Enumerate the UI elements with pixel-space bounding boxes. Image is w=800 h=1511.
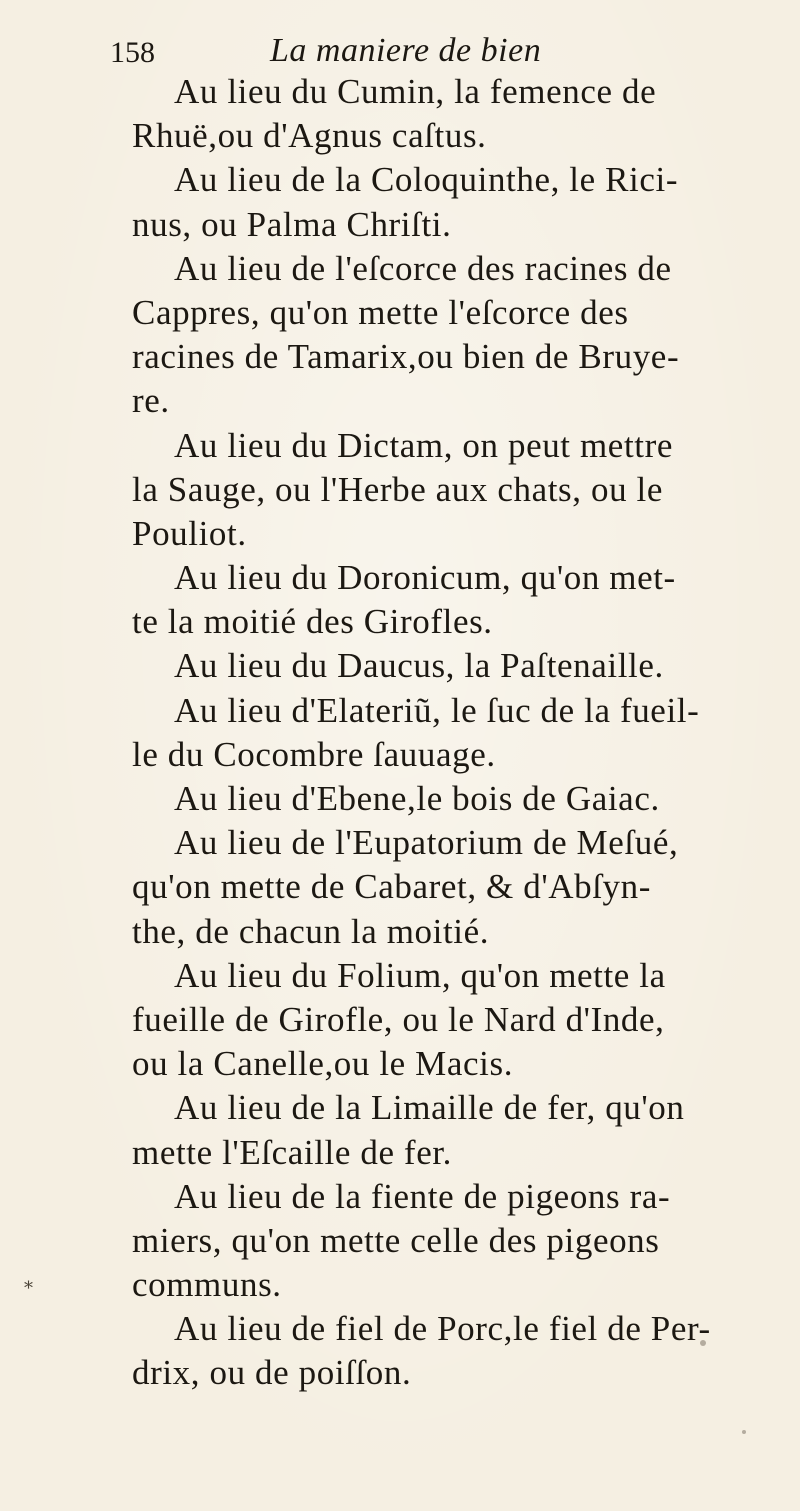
- text-line: Au lieu du Daucus, la Paſtenaille.: [174, 646, 664, 686]
- text-line: te la moitié des Girofles.: [132, 602, 493, 642]
- text-line: miers, qu'on mette celle des pigeons: [132, 1220, 660, 1260]
- text-line: Au lieu du Cumin, la femence de: [174, 72, 657, 111]
- text-line: racines de Tamarix,ou bien de Bruye-: [132, 337, 680, 377]
- text-line: Au lieu de l'Eupatorium de Meſué,: [174, 823, 679, 863]
- text-line: fueille de Girofle, ou le Nard d'Inde,: [132, 999, 665, 1039]
- text-line: Au lieu du Doronicum, qu'on met-: [174, 558, 676, 598]
- body-text: [132, 70, 772, 1396]
- text-line: Au lieu d'Ebene,le bois de Gaiac.: [174, 779, 660, 818]
- text-line: Au lieu de l'eſcorce des racines de: [174, 248, 672, 288]
- text-line: qu'on mette de Cabaret, & d'Abſyn-: [132, 867, 651, 907]
- text-line: drix, ou de poiſſon.: [132, 1353, 412, 1393]
- text-line: ou la Canelle,ou le Macis.: [132, 1044, 514, 1084]
- text-line: Pouliot.: [132, 513, 247, 553]
- text-line: communs.: [132, 1265, 282, 1305]
- text-line: the, de chacun la moitié.: [132, 911, 490, 951]
- text-line: le du Cocombre ſauuage.: [132, 734, 496, 774]
- ink-speck: [700, 1340, 706, 1346]
- text-line: Au lieu du Folium, qu'on mette la: [174, 955, 666, 995]
- text-line: mette l'Eſcaille de fer.: [132, 1132, 453, 1172]
- ink-speck: [742, 1430, 746, 1434]
- margin-mark: *: [24, 1278, 33, 1299]
- text-line: Au lieu du Dictam, on peut mettre: [174, 425, 673, 465]
- text-line: Au lieu de la fiente de pigeons ra-: [174, 1176, 671, 1216]
- text-line: Rhuë,ou d'Agnus caſtus.: [132, 116, 487, 156]
- text-line: nus, ou Palma Chriſti.: [132, 204, 452, 244]
- text-line: Au lieu d'Elateriũ, le ſuc de la fueil-: [174, 690, 700, 730]
- text-line: Au lieu de fiel de Porc,le fiel de Per-: [174, 1309, 711, 1349]
- page-number: 158: [110, 36, 155, 69]
- text-line: re.: [132, 381, 170, 421]
- text-line: la Sauge, ou l'Herbe aux chats, ou le: [132, 469, 663, 509]
- page-header: [100, 18, 740, 74]
- text-line: Cappres, qu'on mette l'eſcorce des: [132, 292, 629, 332]
- text-line: Au lieu de la Coloquinthe, le Rici-: [174, 160, 679, 200]
- running-title: La maniere de bien: [270, 32, 542, 69]
- text-line: Au lieu de la Limaille de fer, qu'on: [174, 1088, 685, 1128]
